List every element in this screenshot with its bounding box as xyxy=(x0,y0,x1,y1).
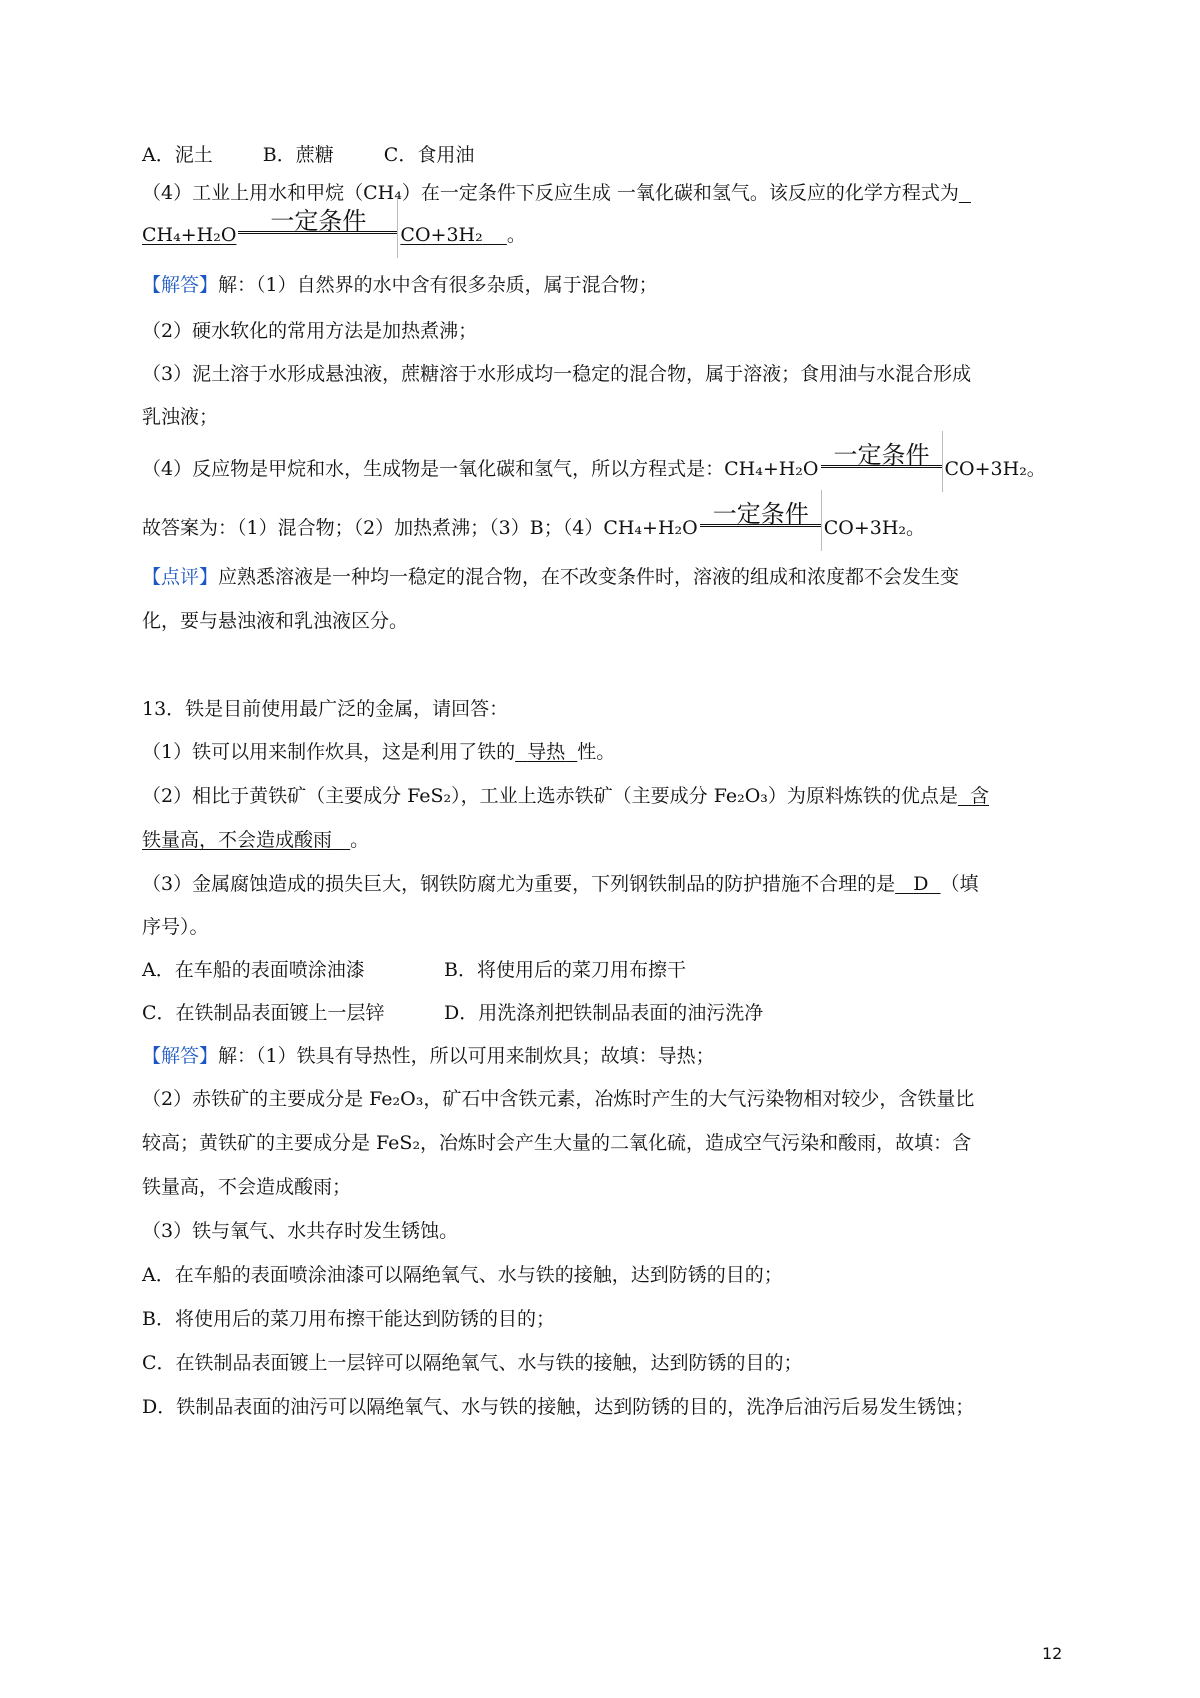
answer-13-line3: 较高；黄铁矿的主要成分是 FeS₂，冶炼时会产生大量的二氧化硫，造成空气污染和酸雨，故填：含 xyxy=(142,1132,972,1154)
answer-13-line6: A．在车船的表面喷涂油漆可以隔绝氧气、水与铁的接触，达到防锈的目的； xyxy=(142,1264,783,1286)
q13-option-b: B．将使用后的菜刀用布擦干 xyxy=(444,959,686,981)
answer-13-line4: 铁量高，不会造成酸雨； xyxy=(142,1176,352,1198)
q12-part4-answer: CH₄+H₂O 一定条件 CO+3H₂ 。 xyxy=(142,222,526,248)
q12-option-a: A．泥土 xyxy=(142,144,213,166)
page-number: 12 xyxy=(1042,1644,1063,1663)
equation-left: CH₄+H₂O xyxy=(142,224,237,246)
answer-13-line5: （3）铁与氧气、水共存时发生锈蚀。 xyxy=(142,1220,459,1242)
answer-13-line2: （2）赤铁矿的主要成分是 Fe₂O₃，矿石中含铁元素，冶炼时产生的大气污染物相对较少，含铁量比 xyxy=(142,1088,975,1110)
q13-part2-cont: 铁量高，不会造成酸雨 。 xyxy=(142,829,370,851)
answer-12-line1: 【解答】解：（1）自然界的水中含有很多杂质，属于混合物； xyxy=(142,274,658,296)
q13-option-a: A．在车船的表面喷涂油漆 xyxy=(142,959,365,981)
comment-tag: 【点评】 xyxy=(142,566,219,588)
q12-option-b: B．蔗糖 xyxy=(262,144,334,166)
comment-12-line2: 化，要与悬浊液和乳浊液区分。 xyxy=(142,610,409,632)
answer-12-line5: （4）反应物是甲烷和水，生成物是一氧化碳和氢气，所以方程式是：CH₄+H₂O 一定条件 CO+3H₂。 xyxy=(142,456,1046,482)
reaction-condition: 一定条件 xyxy=(821,465,943,482)
answer-13-line8: C．在铁制品表面镀上一层锌可以隔绝氧气、水与铁的接触，达到防锈的目的； xyxy=(142,1352,803,1374)
q13-part3: （3）金属腐蚀造成的损失巨大，钢铁防腐尤为重要，下列钢铁制品的防护措施不合理的是 D （填 xyxy=(142,873,979,895)
answer-13-line7: B．将使用后的菜刀用布擦干能达到防锈的目的； xyxy=(142,1308,555,1330)
q12-part4-stem: （4）工业上用水和甲烷（CH₄）在一定条件下反应生成 一氧化碳和氢气。该反应的化学方程式为 xyxy=(142,182,959,204)
q13-option-c: C．在铁制品表面镀上一层锌 xyxy=(142,1002,385,1024)
answer-tag: 【解答】 xyxy=(142,1045,219,1067)
reaction-condition: 一定条件 xyxy=(700,524,822,541)
answer-12-line2: （2）硬水软化的常用方法是加热煮沸； xyxy=(142,320,478,342)
q13-options-ab xyxy=(142,957,686,983)
answer-12-final: 故答案为：（1）混合物；（2）加热煮沸；（3）B；（4）CH₄+H₂O 一定条件 CO+3H₂。 xyxy=(142,515,925,541)
answer-13-line1: 【解答】解：（1）铁具有导热性，所以可用来制炊具；故填：导热； xyxy=(142,1045,715,1067)
reaction-condition: 一定条件 xyxy=(238,231,398,248)
q13-part2-answer: 铁量高，不会造成酸雨 xyxy=(142,829,333,851)
q13-part3-answer: D xyxy=(913,873,929,895)
answer-13-line9: D．铁制品表面的油污可以隔绝氧气、水与铁的接触，达到防锈的目的，洗净后油污后易发生锈蚀； xyxy=(142,1396,975,1418)
q13-part2: （2）相比于黄铁矿（主要成分 FeS₂），工业上选赤铁矿（主要成分 Fe₂O₃）为原料炼铁的优点是 含 xyxy=(142,785,989,807)
q13-part1-answer: 导热 xyxy=(527,741,566,763)
answer-12-line3: （3）泥土溶于水形成悬浊液，蔗糖溶于水形成均一稳定的混合物，属于溶液；食用油与水混合形成 xyxy=(142,363,972,385)
q13-part3-cont: 序号）。 xyxy=(142,916,209,938)
answer-tag: 【解答】 xyxy=(142,274,219,296)
answer-12-line4: 乳浊液； xyxy=(142,406,219,428)
q13-option-d: D．用洗涤剂把铁制品表面的油污洗净 xyxy=(444,1002,764,1024)
q13-stem: 13．铁是目前使用最广泛的金属，请回答： xyxy=(142,698,509,720)
q13-part1: （1）铁可以用来制作炊具，这是利用了铁的 导热 性。 xyxy=(142,741,616,763)
equation-right: CO+3H₂ xyxy=(400,224,483,246)
q13-options-cd xyxy=(142,1000,763,1026)
q12-options xyxy=(142,142,474,168)
comment-12-line1: 【点评】应熟悉溶液是一种均一稳定的混合物，在不改变条件时，溶液的组成和浓度都不会发生变 xyxy=(142,566,960,588)
q12-option-c: C．食用油 xyxy=(383,144,475,166)
